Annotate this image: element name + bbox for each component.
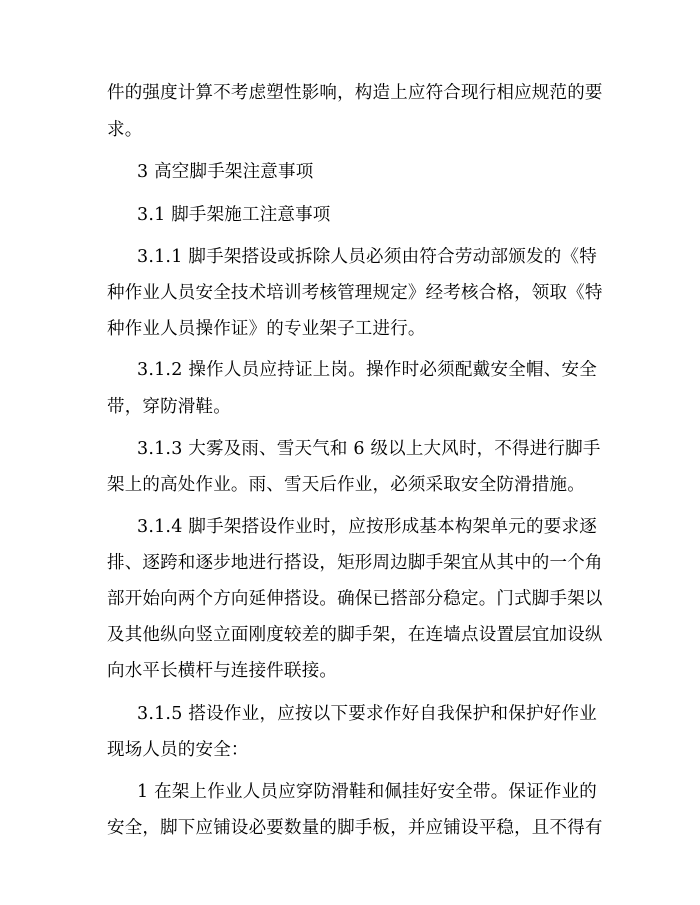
clause-3-1-1-line: 3.1.1 脚手架搭设或拆除人员必须由符合劳动部颁发的《特: [137, 247, 597, 267]
clause-3-1-4-line: 3.1.4 脚手架搭设作业时，应按形成基本构架单元的要求逐: [137, 517, 597, 537]
list-item-1-line: 1 在架上作业人员应穿防滑鞋和佩挂好安全带。保证作业的: [137, 782, 597, 802]
clause-3-1-1-line: 种作业人员安全技术培训考核管理规定》经考核合格，领取《特: [107, 283, 603, 303]
clause-3-1-3-line: 3.1.3 大雾及雨、雪天气和 6 级以上大风时，不得进行脚手: [137, 439, 601, 459]
clause-3-1-4-line: 及其他纵向竖立面刚度较差的脚手架，在连墙点设置层宜加设纵: [107, 625, 603, 645]
clause-3-1-1-line: 种作业人员操作证》的专业架子工进行。: [107, 319, 426, 339]
list-item-1-line: 安全，脚下应铺设必要数量的脚手板，并应铺设平稳，且不得有: [107, 818, 603, 838]
clause-3-1-2-line: 带，穿防滑鞋。: [107, 397, 231, 417]
clause-3-1-5-line: 现场人员的安全：: [107, 740, 249, 760]
subsection-heading: 3.1 脚手架施工注意事项: [137, 205, 331, 225]
clause-3-1-4-line: 向水平长横杆与连接件联接。: [107, 661, 338, 681]
clause-3-1-3-line: 架上的高处作业。雨、雪天后作业，必须采取安全防滑措施。: [107, 475, 585, 495]
paragraph-line: 求。: [107, 120, 143, 140]
clause-3-1-2-line: 3.1.2 操作人员应持证上岗。操作时必须配戴安全帽、安全: [137, 360, 597, 380]
clause-3-1-4-line: 部开始向两个方向延伸搭设。确保已搭部分稳定。门式脚手架以: [107, 589, 603, 609]
clause-3-1-5-line: 3.1.5 搭设作业，应按以下要求作好自我保护和保护好作业: [137, 704, 597, 724]
clause-3-1-4-line: 排、逐跨和逐步地进行搭设，矩形周边脚手架宜从其中的一个角: [107, 553, 603, 573]
section-heading: 3 高空脚手架注意事项: [137, 162, 314, 182]
paragraph-line: 件的强度计算不考虑塑性影响，构造上应符合现行相应规范的要: [107, 83, 603, 103]
